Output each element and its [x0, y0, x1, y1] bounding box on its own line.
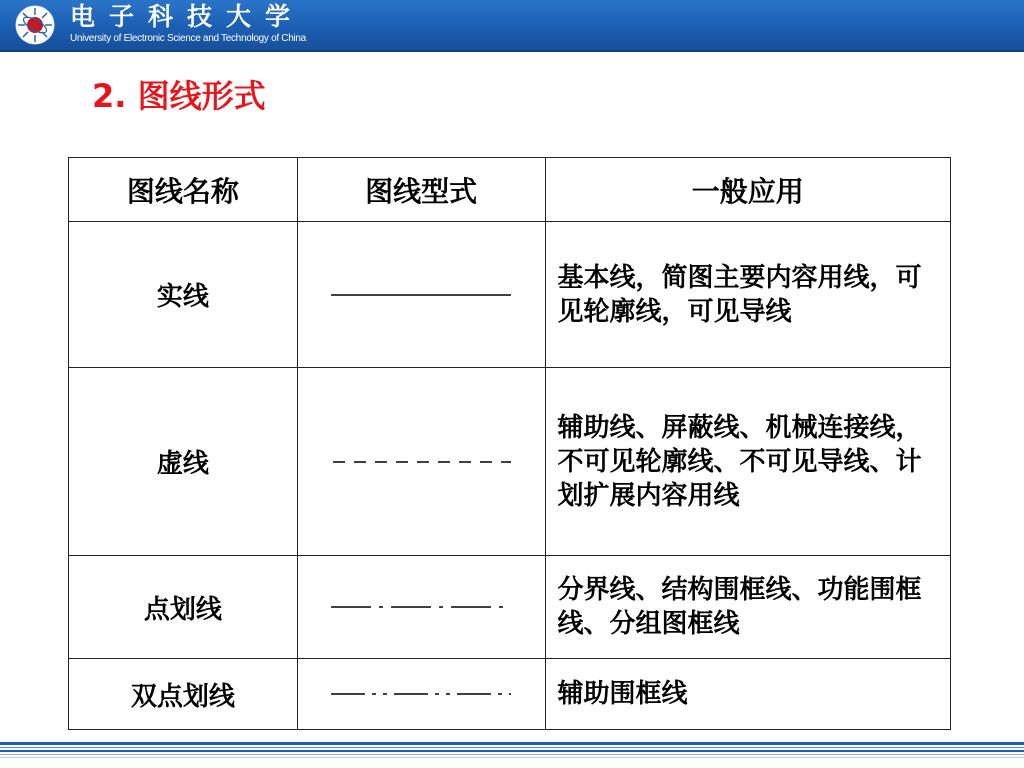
- line-style-cell: [297, 659, 545, 730]
- line-style-cell: [297, 556, 545, 659]
- line-name-cell: 点划线: [69, 556, 298, 659]
- line-style-cell: [297, 222, 545, 368]
- line-name-cell: 双点划线: [69, 659, 298, 730]
- university-name-cn: 电子科技大学: [70, 2, 305, 31]
- line-name-cell: 虚线: [69, 368, 298, 556]
- table-header-row: [69, 158, 951, 222]
- dashed-line-sample: [331, 457, 511, 467]
- solid-line-sample: [331, 290, 511, 300]
- table-row: [69, 368, 951, 556]
- university-seal-icon: [14, 4, 56, 46]
- dash-dot-line-sample: [331, 602, 511, 612]
- line-name-cell: 实线: [69, 222, 298, 368]
- header-banner: [0, 0, 1024, 52]
- table-row: [69, 556, 951, 659]
- application-cell: 分界线、结构围框线、功能围框线、分组图框线: [545, 556, 950, 659]
- application-cell: 辅助围框线: [545, 659, 950, 730]
- header-application: 一般应用: [545, 158, 950, 222]
- university-name-en: University of Electronic Science and Technology of China: [70, 33, 306, 44]
- footer-divider: [0, 742, 1024, 762]
- table-row: [69, 659, 951, 730]
- application-cell: 辅助线、屏蔽线、机械连接线，不可见轮廓线、不可见导线、计划扩展内容用线: [545, 368, 950, 556]
- line-types-table: [68, 157, 951, 730]
- header-line-name: 图线名称: [69, 158, 298, 222]
- dash-double-dot-line-sample: [331, 689, 511, 699]
- application-cell: 基本线，简图主要内容用线，可见轮廓线，可见导线: [545, 222, 950, 368]
- table-row: [69, 222, 951, 368]
- line-style-cell: [297, 368, 545, 556]
- header-line-style: 图线型式: [297, 158, 545, 222]
- slide-title: 2. 图线形式: [92, 77, 266, 115]
